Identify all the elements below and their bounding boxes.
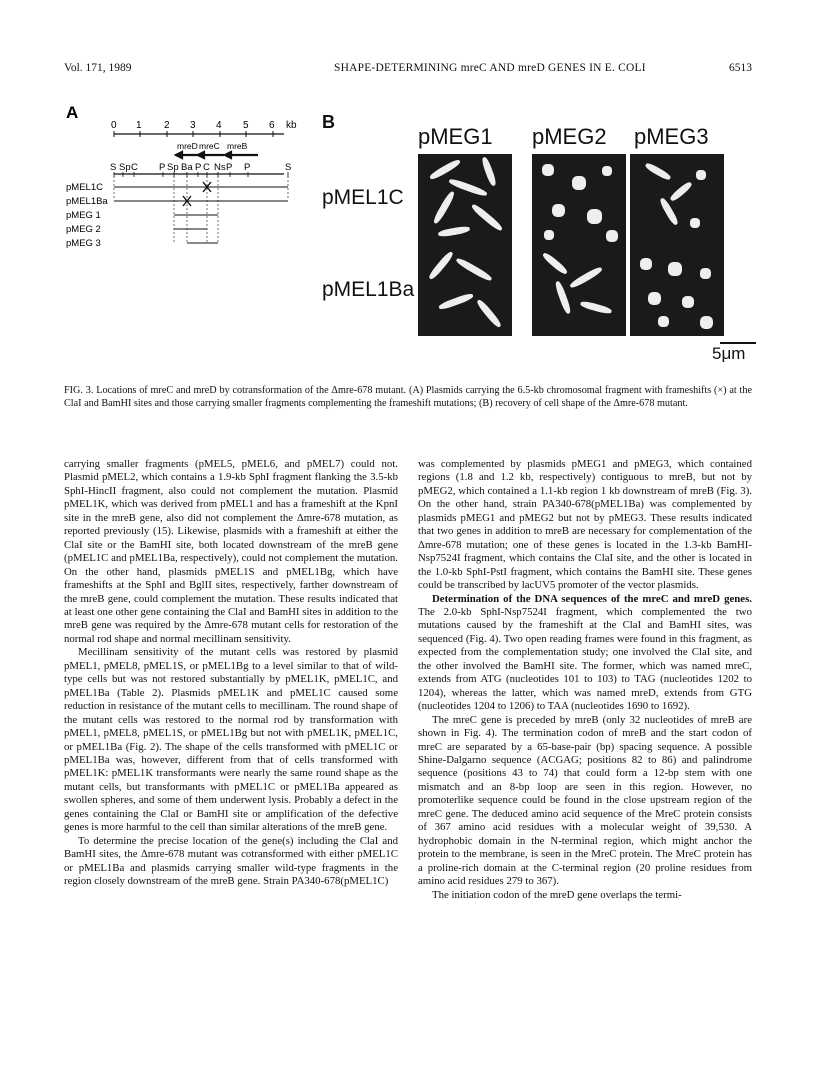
svg-text:C: C (131, 162, 138, 173)
svg-text:P: P (244, 162, 251, 173)
paragraph-body: The 2.0-kb SphI-Nsp7524I fragment, which complemented the two mutations caused by the frameshift at the ClaI and BamHI sites, was sequenced (Fig. 4). Two open reading frames were found in this fragment, as expected from the complementation study; one involved the ClaI site, and the other involved the BamHI site. The former, which was named mreC, extends from ATG (nucleotides 101 to 103) to TAG (nucleotides 1202 to 1204), whereas the latter, which was named mreD, extends from GTG (nucleotides 1204 to 1206) to TAA (nucleotides 1690 to 1692). (418, 605, 752, 713)
paragraph: Mecillinam sensitivity of the mutant cells was restored by plasmid pMEL1, pMEL8, pMEL1S, or pMEL1Bg to a level similar to that of wild-type cells but was not restored substantially by pMEL1K, pMEL1C, and pMEL1Ba (Table 2). Plasmids pMEL1K and pMEL1C caused some reduction in resistance of the mutant cells to mecillinam. The round shape of the mutant cells was restored to the normal rod by transformation with pMEL1, pMEL8, pMEL1S, or pMEL1Bg but not with pMEL1K, pMEL1C, or pMEL1Ba (Fig. 2). The shape of the cells transformed with pMEL1C or pMEL1Ba was, however, different from that of cells transformed with pMEL1K: pMEL1K transformants were nearly the same round shape as the mutant cells, but transformants with pMEL1C or pMEL1Ba appeared as swollen spheres, and some of them underwent lysis. Probably a defect in the genes containing the ClaI or BamHI site or amplification of the defective genes is more harmful to the cell than similar alterations of the mreB gene. (64, 646, 398, 834)
page-number: 6513 (729, 62, 752, 74)
gene-labels (177, 141, 248, 151)
svg-text:Ba: Ba (181, 162, 193, 173)
scale-bar-label: 5μm (712, 344, 746, 363)
figure-panel-a (64, 96, 324, 376)
paragraph: carrying smaller fragments (pMEL5, pMEL6, and pMEL7) could not. Plasmid pMEL2, which contains a 1.9-kb SphI fragment flanking the 3.5-kb SphI-HincII fragment, also could not complement the mutation. Plasmid pMEL1K, which was derived from pMEL1 and has a frameshift at the KpnI site in the mreB gene, also did not complement the Δmre-678 mutation, as reported previously (15). Likewise, plasmids with a frameshift at either the ClaI site or the BamHI site, both located downstream of the mreB gene (pMEL1C and pMEL1Ba, respectively), could not complement the mutation. On the other hand, plasmids pMEL1S and pMEL1Bg, which have frameshifts at the SphI and BglII sites, respectively, farther downstream of the mreB gene, could complement the mutation. These results indicated that at least one other gene containing the ClaI and BamHI sites in addition to the mreB gene was required by the Δmre-678 mutant cells for restoration of the normal rod shape and normal mecillinam sensitivity. (64, 458, 398, 645)
text-column-left (64, 458, 398, 889)
micrograph-pmel1ba-pmeg3 (630, 246, 724, 336)
running-title: SHAPE-DETERMINING mreC AND mreD GENES IN E. COLI (334, 62, 646, 74)
column-label: pMEG1 (418, 124, 493, 149)
plasmid-label: pMEL1Ba (66, 196, 108, 207)
plasmid-label: pMEG 2 (66, 224, 101, 235)
scale-ticks (111, 120, 297, 131)
gene-label-mreb: mreB (227, 141, 248, 151)
tick-label: 3 (190, 120, 196, 131)
micrograph-pmel1c-pmeg3 (630, 154, 724, 248)
restriction-map (64, 96, 324, 376)
micrograph-pmel1ba-pmeg1 (418, 246, 512, 336)
gene-label-mrec: mreC (199, 141, 220, 151)
plasmid-label: pMEG 1 (66, 210, 101, 221)
figure-panel-b (322, 110, 762, 380)
plasmid-label: pMEG 3 (66, 238, 101, 249)
micrograph-pmel1c-pmeg1 (418, 154, 512, 248)
gene-arrows (176, 152, 258, 158)
svg-text:S: S (285, 162, 292, 173)
svg-text:P: P (226, 162, 233, 173)
paragraph: was complemented by plasmids pMEG1 and pMEG3, which contained regions (1.8 and 1.2 kb, respectively) contiguous to mreB, but not by pMEG2, which contained a 1.1-kb region 1 kb downstream of mreB (Fig. 3). On the other hand, strain PA340-678(pMEL1Ba) was complemented by plasmids pMEG1 and pMEG2 but not by pMEG3. These results indicated that two genes in addition to mreB are necessary for complementation of the Δmre-678 mutation; one of these genes is located in the 1.3-kb BamHI-Nsp7524I fragment, which contains the ClaI site, and the other is located in the 1.0-kb SphI-PstI fragment, which contains the BamHI site. These genes could be transcribed by lacUV5 promoter of the vector plasmids. (418, 458, 752, 592)
tick-label: 2 (164, 120, 170, 131)
tick-label: 0 (111, 120, 117, 131)
paragraph: The mreC gene is preceded by mreB (only 32 nucleotides of mreB are shown in Fig. 4). The termination codon of mreB and the start codon of mreC are separated by a 65-base-pair (bp) spacing sequence. A possible Shine-Dalgarno sequence (ACGAG; positions 82 to 86) and palindrome sequence (positions 43 to 74) that could form a 12-bp stem with one mismatch and an 8-bp loop are seen in this region. However, no promoterlike sequence could be found in the close upstream region of the mreC gene. The deduced amino acid sequence of the MreC protein consists of 367 amino acid residues with a molecular weight of 39,530. A hydrophobic domain in the N-terminal region, which might anchor the protein to the membrane, is seen in the MreC protein. The MreC protein has a proline-rich domain at the C-terminal region (20 proline residues from amino acid residues 279 to 367). (418, 713, 752, 888)
section-heading: Determination of the DNA sequences of the mreC and mreD genes. (432, 592, 752, 605)
volume-info: Vol. 171, 1989 (64, 62, 132, 74)
text-column-right (418, 458, 752, 902)
paragraph: The initiation codon of the mreD gene overlaps the termi- (432, 888, 682, 901)
plasmid-labels (66, 182, 108, 249)
figure-caption: FIG. 3. Locations of mreC and mreD by cotransformation of the Δmre-678 mutant. (A) Plasmids carrying the 6.5-kb chromosomal fragment with frameshifts (×) at the ClaI and BamHI sites and those carrying smaller fragments complementing the frameshift mutations; (B) recovery of cell shape of the Δmre-678 mutant. (64, 385, 752, 410)
tick-label: 5 (243, 120, 249, 131)
svg-text:S: S (110, 162, 117, 173)
svg-text:P: P (195, 162, 202, 173)
tick-label: 6 (269, 120, 275, 131)
svg-text:Ns: Ns (214, 162, 226, 173)
svg-text:Sp: Sp (119, 162, 131, 173)
micrograph-pmel1ba-pmeg2 (532, 246, 626, 336)
paragraph-with-heading (418, 593, 752, 714)
paragraph: To determine the precise location of the gene(s) including the ClaI and BamHI sites, the Δmre-678 mutant was cotransformed with either pMEL1C or pMEL1Ba and plasmids carrying smaller wild-type fragments in the region closely downstream of the mreB gene. Strain PA340-678(pMEL1C) (64, 834, 398, 888)
scale-unit: kb (286, 120, 297, 131)
panel-b-label: B (322, 112, 335, 132)
svg-text:Sp: Sp (167, 162, 179, 173)
running-header (64, 62, 752, 78)
tick-label: 1 (136, 120, 142, 131)
column-label: pMEG2 (532, 124, 607, 149)
tick-label: 4 (216, 120, 222, 131)
panel-a-label: A (66, 103, 79, 122)
row-label: pMEL1Ba (322, 278, 415, 301)
svg-text:C: C (203, 162, 210, 173)
svg-text:P: P (159, 162, 166, 173)
gene-label-mred: mreD (177, 141, 198, 151)
micrograph-pmel1c-pmeg2 (532, 154, 626, 248)
restriction-sites (110, 162, 291, 173)
column-label: pMEG3 (634, 124, 709, 149)
plasmid-label: pMEL1C (66, 182, 103, 193)
row-label: pMEL1C (322, 186, 404, 209)
